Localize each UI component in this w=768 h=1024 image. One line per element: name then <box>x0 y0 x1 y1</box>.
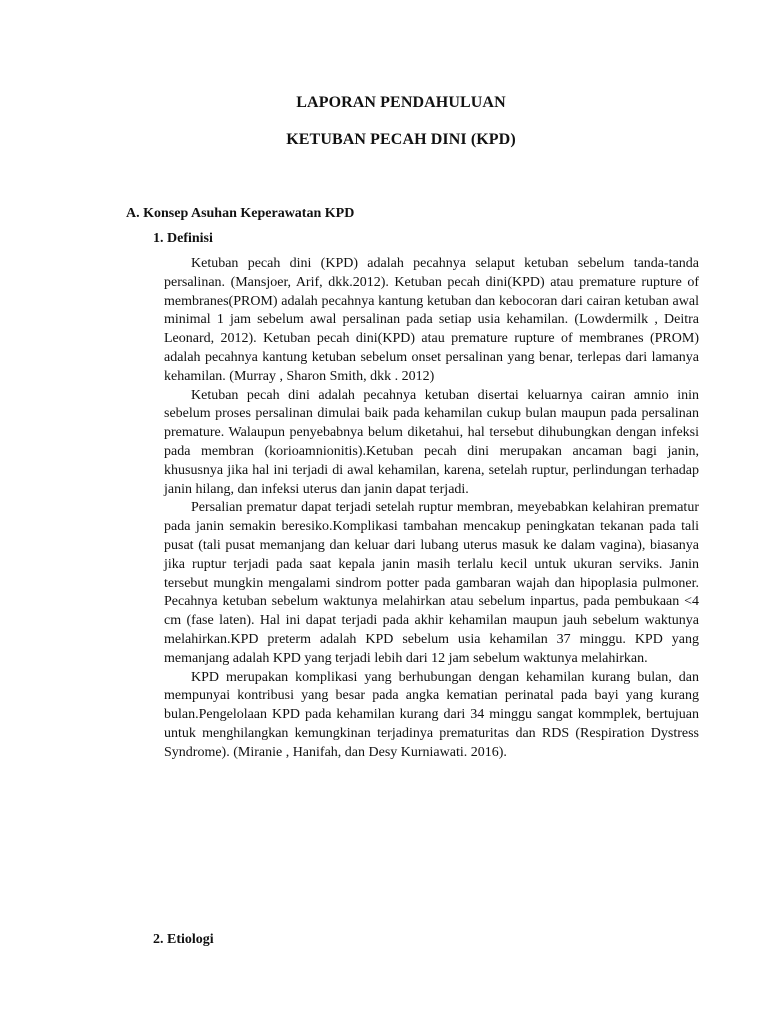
subsection-heading-definisi: 1. Definisi <box>153 231 213 246</box>
paragraph: Persalian prematur dapat terjadi setelah ruptur membran, meyebabkan kelahiran prematur pada janin semakin beresiko.Komplikasi tambahan mencakup peningkatan tekanan pada tali pusat (tali pusat memanjang dan keluar dari lubang uterus masuk ke dalam vagina), biasanya jika ruptur terjadi pada saat kepala janin masih terlalu kecil untuk ukuran serviks. Janin tersebut mungkin mengalami sindrom potter pada gambaran wajah dan hipoplasia pulmoner. Pecahnya ketuban sebelum waktunya melahirkan atau sebelum inpartus, pada pembukaan <4 cm (fase laten). Hal ini dapat terjadi pada akhir kehamilan maupun jauh sebelum waktunya melahirkan.KPD preterm adalah KPD sebelum usia kehamilan 37 minggu. KPD yang memanjang adalah KPD yang terjadi lebih dari 12 jam sebelum waktunya melahirkan. <box>164 500 699 666</box>
subsection-heading-etiologi: 2. Etiologi <box>153 932 214 947</box>
paragraph: KPD merupakan komplikasi yang berhubungan dengan kehamilan kurang bulan, dan mempunyai kontribusi yang besar pada angka kematian perinatal pada bayi yang kurang bulan.Pengelolaan KPD pada kehamilan kurang dari 34 minggu sangat kommplek, bertujuan untuk menghilangkan kemungkinan terjadinya prematuritas dan RDS (Respiration Dystress Syndrome). (Miranie , Hanifah, dan Desy Kurniawati. 2016). <box>164 669 699 760</box>
paragraph: Ketuban pecah dini (KPD) adalah pecahnya selaput ketuban sebelum tanda-tanda persalinan. (Mansjoer, Arif, dkk.2012). Ketuban pecah dini(KPD) atau premature rupture of membranes(PROM) adalah pecahnya kantung ketuban dan kebocoran dari cairan ketuban awal minimal 1 jam sebelum awal persalinan pada setiap usia kehamilan. (Lowdermilk , Deitra Leonard, 2012). Ketuban pecah dini(KPD) atau premature rupture of membranes (PROM) adalah pecahnya kantung ketuban sebelum onset persalinan yang benar, terlepas dari lamanya kehamilan. (Murray , Sharon Smith, dkk . 2012) <box>164 256 699 384</box>
section-heading-a: A. Konsep Asuhan Keperawatan KPD <box>126 206 355 221</box>
document-title: LAPORAN PENDAHULUAN <box>296 94 506 111</box>
definisi-body <box>164 255 699 763</box>
paragraph: Ketuban pecah dini adalah pecahnya ketuban disertai keluarnya cairan amnio inin sebelum proses persalinan dimulai baik pada kehamilan cukup bulan maupun pada persalinan premature. Walaupun penyebabnya belum diketahui, hal tersebut dihubungkan dengan infeksi pada membran (korioamnionitis).Ketuban pecah dini merupakan ancaman bagi janin, khususnya jika hal ini terjadi di awal kehamilan, karena, setelah ruptur, perlindungan terhadap janin hilang, dan infeksi uterus dan janin dapat terjadi. <box>164 387 699 497</box>
document-subtitle: KETUBAN PECAH DINI (KPD) <box>286 131 516 148</box>
